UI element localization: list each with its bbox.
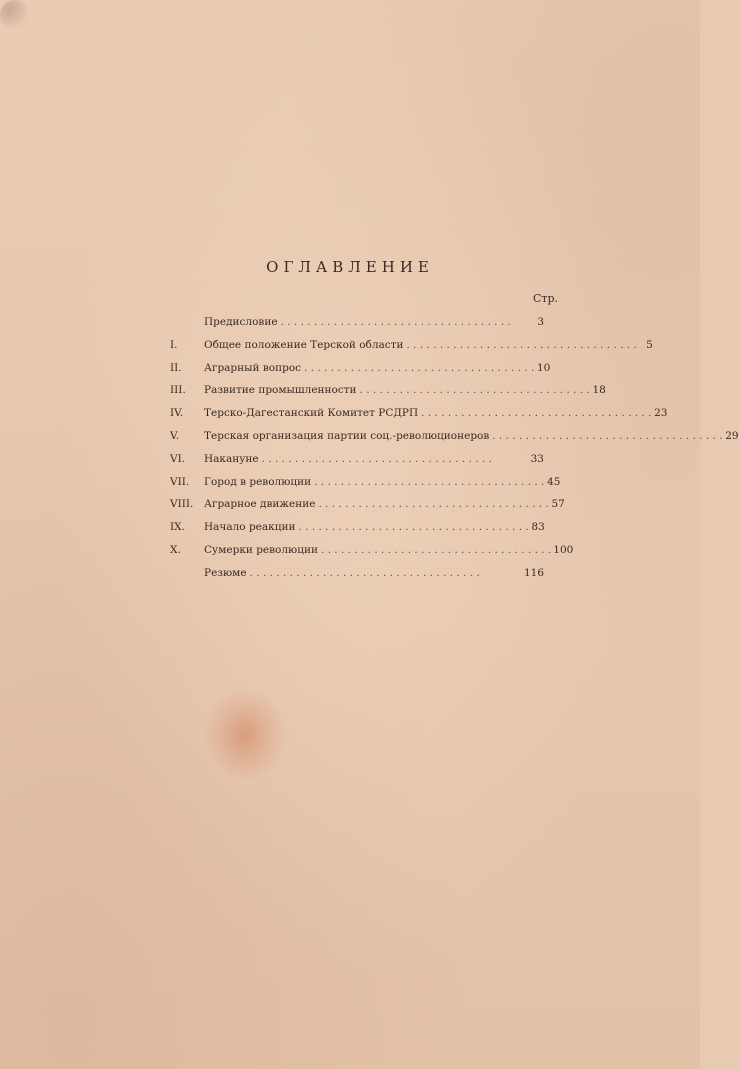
toc-entry-title: Развитие промышленности — [204, 384, 357, 397]
toc-entry-number: VI. — [170, 452, 186, 465]
toc-entry-title: Аграрное движение — [204, 498, 316, 511]
dot-leader — [250, 567, 522, 579]
toc-entry-title: Общее положение Терской области — [204, 338, 404, 351]
dot-leader — [281, 316, 528, 328]
toc-entry-title: Предисловие — [204, 316, 278, 328]
toc-entry-4 — [170, 407, 668, 430]
toc-entry-page: 45 — [547, 475, 561, 488]
paper-stain — [205, 690, 285, 780]
toc-entry-page: 18 — [592, 384, 606, 397]
dot-leader — [262, 453, 528, 465]
toc-entry-8 — [170, 498, 565, 521]
toc-entry-preface — [170, 316, 544, 339]
toc-entry-9 — [170, 521, 544, 544]
dot-leader — [492, 430, 722, 442]
toc-entry-title: Накануне — [204, 452, 259, 465]
toc-entry-title: Сумерки революции — [204, 543, 318, 556]
toc-entry-number: VIII. — [170, 498, 194, 511]
toc-entry-page: 57 — [551, 498, 565, 511]
toc-entry-page: 5 — [646, 338, 653, 351]
paper-corner-mark — [0, 0, 30, 30]
dot-leader — [321, 544, 551, 556]
toc-entry-page: 83 — [531, 521, 545, 534]
toc-entry-page: 29 — [725, 429, 739, 442]
table-of-contents — [170, 316, 739, 590]
toc-entry-7 — [170, 475, 561, 499]
toc-entry-title: Город в революции — [204, 475, 312, 488]
dot-leader — [314, 476, 544, 488]
toc-entry-title: Начало реакции — [204, 521, 296, 534]
dot-leader — [304, 362, 534, 374]
toc-entry-page: 10 — [536, 361, 551, 374]
dot-leader — [421, 407, 651, 419]
toc-entry-10 — [170, 543, 574, 567]
toc-entry-title: Терская организация партии соц.-революционеров — [204, 429, 490, 442]
toc-entry-number: I. — [170, 338, 178, 351]
toc-entry-3 — [170, 384, 606, 407]
dot-leader — [360, 384, 590, 396]
toc-entry-summary — [170, 567, 544, 590]
toc-entry-page: 33 — [530, 452, 544, 465]
toc-entry-number: III. — [170, 384, 186, 397]
toc-entry-page: 23 — [654, 407, 668, 420]
toc-entry-title: Резюме — [204, 566, 247, 579]
toc-heading: ОГЛАВЛЕНИЕ — [266, 258, 434, 276]
toc-entry-title: Аграрный вопрос — [204, 361, 302, 374]
page-column-label: Стр. — [532, 292, 558, 305]
toc-entry-2 — [170, 361, 551, 385]
toc-entry-number: IV. — [170, 407, 184, 420]
toc-entry-page: 3 — [537, 316, 544, 328]
toc-entry-1 — [170, 338, 653, 362]
dot-leader — [298, 521, 528, 533]
toc-entry-title: Терско-Дагестанский Комитет РСДРП — [204, 407, 419, 420]
toc-entry-6 — [170, 453, 544, 476]
toc-entry-number: IX. — [170, 521, 185, 534]
toc-entry-page: 116 — [523, 566, 544, 579]
dot-leader — [407, 339, 637, 351]
toc-entry-page: 100 — [553, 543, 574, 556]
toc-entry-number: VII. — [170, 475, 190, 488]
toc-entry-number: V. — [170, 429, 180, 442]
toc-entry-number: X. — [170, 543, 181, 556]
dot-leader — [319, 498, 549, 510]
toc-entry-number: II. — [170, 361, 182, 374]
toc-entry-5 — [170, 429, 739, 453]
